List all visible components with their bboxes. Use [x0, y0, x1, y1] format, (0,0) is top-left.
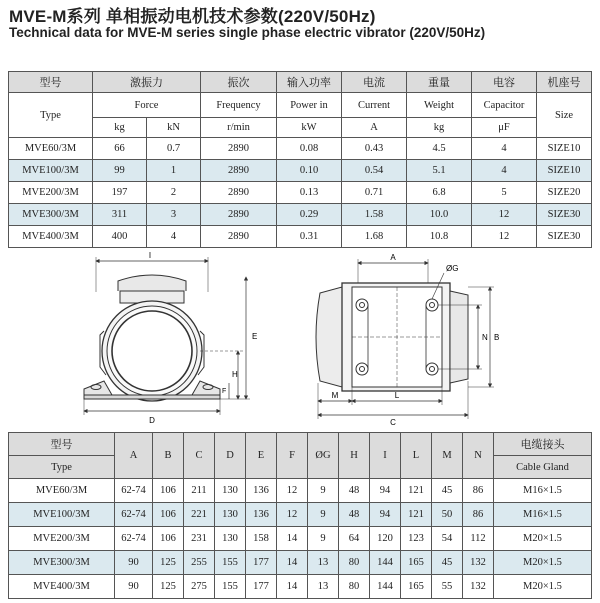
- header-cn-capacitor: 电容: [472, 72, 537, 93]
- value-cell: 2890: [201, 160, 277, 182]
- dim-label-b: B: [494, 333, 500, 342]
- value-cell: M16×1.5: [494, 503, 592, 527]
- value-cell: 48: [339, 503, 370, 527]
- value-cell: 2890: [201, 138, 277, 160]
- value-cell: 255: [184, 551, 215, 575]
- value-cell: 120: [370, 527, 401, 551]
- value-cell: 112: [463, 527, 494, 551]
- table-row: [9, 503, 592, 527]
- type-cell: MVE300/3M: [9, 204, 93, 226]
- value-cell: 14: [277, 527, 308, 551]
- dim-label-l: L: [394, 391, 400, 400]
- value-cell: 177: [246, 551, 277, 575]
- value-cell: 45: [432, 551, 463, 575]
- value-cell: 144: [370, 551, 401, 575]
- value-cell: 177: [246, 575, 277, 599]
- header-dim: N: [463, 433, 494, 479]
- value-cell: 123: [401, 527, 432, 551]
- header-en-size: Size: [537, 93, 592, 138]
- value-cell: 197: [93, 182, 147, 204]
- value-cell: 400: [93, 226, 147, 248]
- header-cn-force: 激振力: [93, 72, 201, 93]
- unit-kw: kW: [277, 118, 342, 138]
- value-cell: 106: [153, 503, 184, 527]
- value-cell: 0.10: [277, 160, 342, 182]
- value-cell: 50: [432, 503, 463, 527]
- value-cell: 62-74: [115, 527, 153, 551]
- header-en-type: Type: [9, 93, 93, 138]
- value-cell: 4.5: [407, 138, 472, 160]
- dimensions-table: [8, 432, 592, 599]
- type-cell: MVE200/3M: [9, 527, 115, 551]
- value-cell: 158: [246, 527, 277, 551]
- value-cell: 12: [277, 479, 308, 503]
- value-cell: 1.58: [342, 204, 407, 226]
- header-cn-power: 输入功率: [277, 72, 342, 93]
- value-cell: 121: [401, 503, 432, 527]
- value-cell: 0.29: [277, 204, 342, 226]
- value-cell: 0.71: [342, 182, 407, 204]
- value-cell: SIZE10: [537, 160, 592, 182]
- value-cell: 3: [147, 204, 201, 226]
- value-cell: 125: [153, 551, 184, 575]
- value-cell: 9: [308, 527, 339, 551]
- value-cell: 136: [246, 503, 277, 527]
- value-cell: 0.7: [147, 138, 201, 160]
- header-en-frequency: Frequency: [201, 93, 277, 118]
- value-cell: 106: [153, 479, 184, 503]
- value-cell: 165: [401, 551, 432, 575]
- value-cell: 211: [184, 479, 215, 503]
- value-cell: SIZE20: [537, 182, 592, 204]
- header-en-current: Current: [342, 93, 407, 118]
- header-cn-frequency: 振次: [201, 72, 277, 93]
- value-cell: 99: [93, 160, 147, 182]
- table-row: [9, 527, 592, 551]
- header-row: [9, 433, 592, 456]
- value-cell: 1.68: [342, 226, 407, 248]
- type-cell: MVE60/3M: [9, 138, 93, 160]
- value-cell: 0.08: [277, 138, 342, 160]
- dim-label-c: C: [390, 418, 396, 427]
- table-row: [9, 479, 592, 503]
- value-cell: 48: [339, 479, 370, 503]
- dim-label-h: H: [232, 370, 238, 379]
- side-view-drawing: [316, 259, 494, 419]
- value-cell: 106: [153, 527, 184, 551]
- value-cell: 94: [370, 503, 401, 527]
- header-dim: H: [339, 433, 370, 479]
- value-cell: 90: [115, 551, 153, 575]
- table-row: [9, 182, 592, 204]
- header-dim: I: [370, 433, 401, 479]
- unit-kg: kg: [93, 118, 147, 138]
- value-cell: 2890: [201, 182, 277, 204]
- value-cell: 12: [277, 503, 308, 527]
- header-en-capacitor: Capacitor: [472, 93, 537, 118]
- value-cell: 130: [215, 527, 246, 551]
- value-cell: 64: [339, 527, 370, 551]
- value-cell: 90: [115, 575, 153, 599]
- header-dim: A: [115, 433, 153, 479]
- value-cell: 155: [215, 551, 246, 575]
- value-cell: SIZE30: [537, 204, 592, 226]
- value-cell: 5.1: [407, 160, 472, 182]
- value-cell: 94: [370, 479, 401, 503]
- value-cell: 2890: [201, 204, 277, 226]
- header-dim: M: [432, 433, 463, 479]
- value-cell: 130: [215, 503, 246, 527]
- value-cell: 9: [308, 503, 339, 527]
- value-cell: M20×1.5: [494, 575, 592, 599]
- value-cell: 121: [401, 479, 432, 503]
- header-cn-weight: 重量: [407, 72, 472, 93]
- header-en-gland: Cable Gland: [494, 456, 592, 479]
- dim-label-a: A: [390, 253, 396, 262]
- unit-a: A: [342, 118, 407, 138]
- table-row: [9, 138, 592, 160]
- table-row: [9, 160, 592, 182]
- unit-kg-weight: kg: [407, 118, 472, 138]
- value-cell: 155: [215, 575, 246, 599]
- value-cell: M16×1.5: [494, 479, 592, 503]
- header-dim: C: [184, 433, 215, 479]
- value-cell: 132: [463, 551, 494, 575]
- value-cell: 80: [339, 575, 370, 599]
- value-cell: SIZE30: [537, 226, 592, 248]
- value-cell: SIZE10: [537, 138, 592, 160]
- value-cell: 165: [401, 575, 432, 599]
- value-cell: 14: [277, 575, 308, 599]
- value-cell: 6.8: [407, 182, 472, 204]
- value-cell: 221: [184, 503, 215, 527]
- value-cell: 13: [308, 551, 339, 575]
- value-cell: 10.0: [407, 204, 472, 226]
- value-cell: 0.54: [342, 160, 407, 182]
- value-cell: 132: [463, 575, 494, 599]
- dim-label-d: D: [149, 416, 155, 425]
- header-dim: F: [277, 433, 308, 479]
- unit-rmin: r/min: [201, 118, 277, 138]
- value-cell: 136: [246, 479, 277, 503]
- value-cell: 86: [463, 479, 494, 503]
- table-row: [9, 226, 592, 248]
- type-cell: MVE400/3M: [9, 575, 115, 599]
- type-cell: MVE300/3M: [9, 551, 115, 575]
- value-cell: 4: [472, 138, 537, 160]
- dim-label-f: F: [222, 388, 227, 395]
- unit-kn: kN: [147, 118, 201, 138]
- header-dim: ØG: [308, 433, 339, 479]
- table-row: [9, 204, 592, 226]
- dim-label-i: I: [148, 251, 152, 260]
- dim-label-m: M: [331, 391, 339, 400]
- value-cell: 13: [308, 575, 339, 599]
- header-dim: D: [215, 433, 246, 479]
- value-cell: 55: [432, 575, 463, 599]
- value-cell: 0.31: [277, 226, 342, 248]
- table-row: [9, 551, 592, 575]
- value-cell: 62-74: [115, 503, 153, 527]
- header-dim: B: [153, 433, 184, 479]
- dim-label-og: ØG: [446, 264, 459, 273]
- header-en-weight: Weight: [407, 93, 472, 118]
- value-cell: 275: [184, 575, 215, 599]
- title-en: Technical data for MVE-M series single phase electric vibrator (220V/50Hz): [9, 25, 486, 40]
- header-cn-type: 型号: [9, 433, 115, 456]
- value-cell: 66: [93, 138, 147, 160]
- value-cell: 311: [93, 204, 147, 226]
- dim-label-n: N: [482, 333, 488, 342]
- value-cell: 80: [339, 551, 370, 575]
- value-cell: M20×1.5: [494, 527, 592, 551]
- value-cell: 86: [463, 503, 494, 527]
- value-cell: 144: [370, 575, 401, 599]
- value-cell: 54: [432, 527, 463, 551]
- value-cell: M20×1.5: [494, 551, 592, 575]
- value-cell: 45: [432, 479, 463, 503]
- header-en-type: Type: [9, 456, 115, 479]
- value-cell: 125: [153, 575, 184, 599]
- value-cell: 62-74: [115, 479, 153, 503]
- value-cell: 231: [184, 527, 215, 551]
- value-cell: 10.8: [407, 226, 472, 248]
- type-cell: MVE100/3M: [9, 160, 93, 182]
- header-en-force: Force: [93, 93, 201, 118]
- unit-uf: μF: [472, 118, 537, 138]
- header-dim: E: [246, 433, 277, 479]
- value-cell: 4: [147, 226, 201, 248]
- value-cell: 14: [277, 551, 308, 575]
- title-cn: MVE-M系列 单相振动电机技术参数(220V/50Hz): [9, 7, 376, 26]
- header-cn-gland: 电缆接头: [494, 433, 592, 456]
- header-en-power: Power in: [277, 93, 342, 118]
- value-cell: 4: [472, 160, 537, 182]
- technical-data-table: [8, 71, 592, 248]
- value-cell: 0.13: [277, 182, 342, 204]
- header-cn-current: 电流: [342, 72, 407, 93]
- value-cell: 12: [472, 226, 537, 248]
- header-cn-size: 机座号: [537, 72, 592, 93]
- header-cn-type: 型号: [9, 72, 93, 93]
- dimension-drawings: [0, 247, 600, 427]
- dim-label-e: E: [252, 332, 258, 341]
- value-cell: 0.43: [342, 138, 407, 160]
- type-cell: MVE60/3M: [9, 479, 115, 503]
- header-dim: L: [401, 433, 432, 479]
- type-cell: MVE400/3M: [9, 226, 93, 248]
- value-cell: 1: [147, 160, 201, 182]
- table-row: [9, 575, 592, 599]
- value-cell: 9: [308, 479, 339, 503]
- value-cell: 5: [472, 182, 537, 204]
- value-cell: 2890: [201, 226, 277, 248]
- value-cell: 2: [147, 182, 201, 204]
- value-cell: 130: [215, 479, 246, 503]
- value-cell: 12: [472, 204, 537, 226]
- type-cell: MVE200/3M: [9, 182, 93, 204]
- type-cell: MVE100/3M: [9, 503, 115, 527]
